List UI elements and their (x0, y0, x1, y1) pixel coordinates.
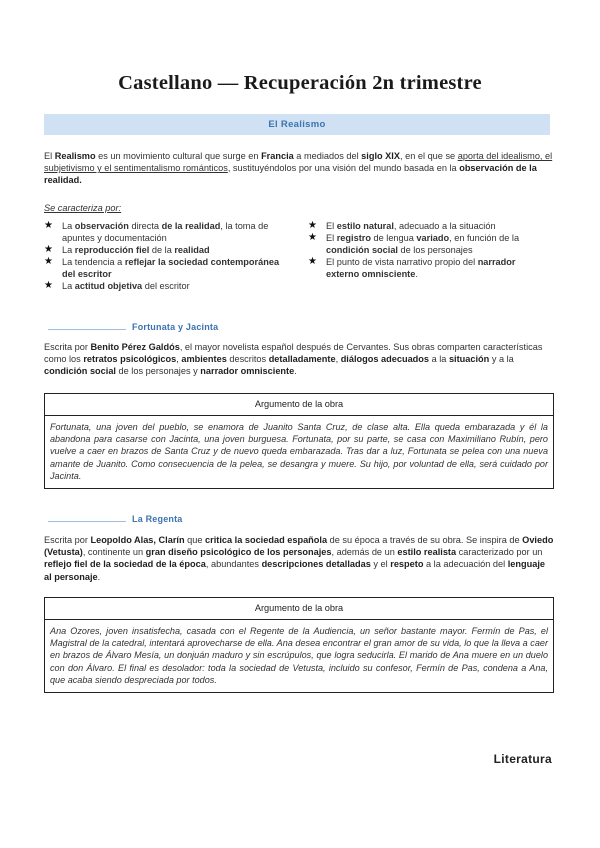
star-icon: ★ (308, 220, 317, 231)
page-title: Castellano — Recuperación 2n trimestre (118, 72, 482, 94)
plot-box-title: Argumento de la obra (45, 598, 553, 620)
star-icon: ★ (308, 232, 317, 243)
characteristics-left-list (44, 220, 284, 292)
star-icon: ★ (44, 256, 53, 267)
section-banner-realismo: El Realismo (44, 114, 550, 135)
intro-paragraph: El Realismo es un movimiento cultural que surge en Francia a mediados del siglo XIX, en el que se aporta del idealismo, el subjetivismo y el sentimentalismo románticos, sustituyéndolos por una visión del mundo basada en la observación de la realidad. (44, 151, 553, 186)
section-heading-regenta: La Regenta (44, 514, 344, 528)
plot-box-title: Argumento de la obra (45, 394, 553, 416)
regenta-plot-box (44, 597, 554, 693)
list-item: ★ El estilo natural, adecuado a la situación (308, 220, 496, 231)
plot-box-text: Fortunata, una joven del pueblo, se enamora de Juanito Santa Cruz, de clase alta. Ella queda embarazada y él la abandona para casarse con Jacinta, una joven burguesa. Fortunata, por su parte, se casa con Maximiliano Rubín, pero vuelve a caer en brazos de Santa Cruz y de nuevo queda embarazada. Tras dar a luz, Fortunata se pelea con una nueva amante de Juanito. Como consecuencia de la pelea, se desangra y muere. Su hijo, por voluntad de ella, será cuidado por Jacinta. (50, 422, 548, 481)
list-item: ★ La reproducción fiel de la realidad (44, 244, 210, 255)
fortunata-paragraph: Escrita por Benito Pérez Galdós, el mayor novelista español después de Cervantes. Sus obras comparten características como los retratos psicológicos, ambientes descritos detalladamente, diálogos adecuados a la situación y a la condición social de los personajes y narrador omnisciente. (44, 342, 543, 377)
star-icon: ★ (308, 256, 317, 267)
heading-divider (48, 521, 126, 522)
star-icon: ★ (44, 280, 53, 291)
list-item: ★ La tendencia a reflejar la sociedad contemporánea del escritor (44, 256, 280, 279)
list-item: ★ El registro de lengua variado, en función de la condición social de los personajes (308, 232, 520, 255)
regenta-paragraph: Escrita por Leopoldo Alas, Clarín que critica la sociedad española de su época a través de su obra. Se inspira de Oviedo (Vetusta), continente un gran diseño psicológico de los personajes, además de un estilo realista caracterizado por un reflejo fiel de la sociedad de la época, abundantes descripciones detalladas y el respeto a la adecuación del lenguaje al personaje. (44, 535, 554, 582)
heading-divider (48, 329, 126, 330)
fortunata-plot-box (44, 393, 554, 489)
characteristics-right-list (308, 220, 528, 280)
list-item: ★ La actitud objetiva del escritor (44, 280, 190, 291)
plot-box-text: Ana Ozores, joven insatisfecha, casada con el Regente de la Audiencia, un señor bastante mayor. Fermín de Pas, el Magistral de la catedral, intentará aprovecharse de ella. Ana desea encontrar el gran amor de su vida, lo que la lleva a caer en brazos de Álvaro Mesía, un donjuán maduro y sin escrúpulos, que logra seducirla. El marido de Ana muere en un duelo con don Álvaro. El final es desolador: toda la sociedad de Vetusta, incluido su confesor, Fermín de Pas, condena a Ana, que acaba siendo despreciada por todos. (50, 626, 548, 685)
star-icon: ★ (44, 244, 53, 255)
characteristics-label: Se caracteriza por: (44, 203, 122, 213)
list-item: ★ La observación directa de la realidad, la toma de apuntes y documentación (44, 220, 269, 243)
footer-subject-label: Literatura (493, 752, 552, 766)
star-icon: ★ (44, 220, 53, 231)
section-heading-fortunata: Fortunata y Jacinta (44, 322, 344, 336)
list-item: ★ El punto de vista narrativo propio del narrador externo omnisciente. (308, 256, 516, 279)
